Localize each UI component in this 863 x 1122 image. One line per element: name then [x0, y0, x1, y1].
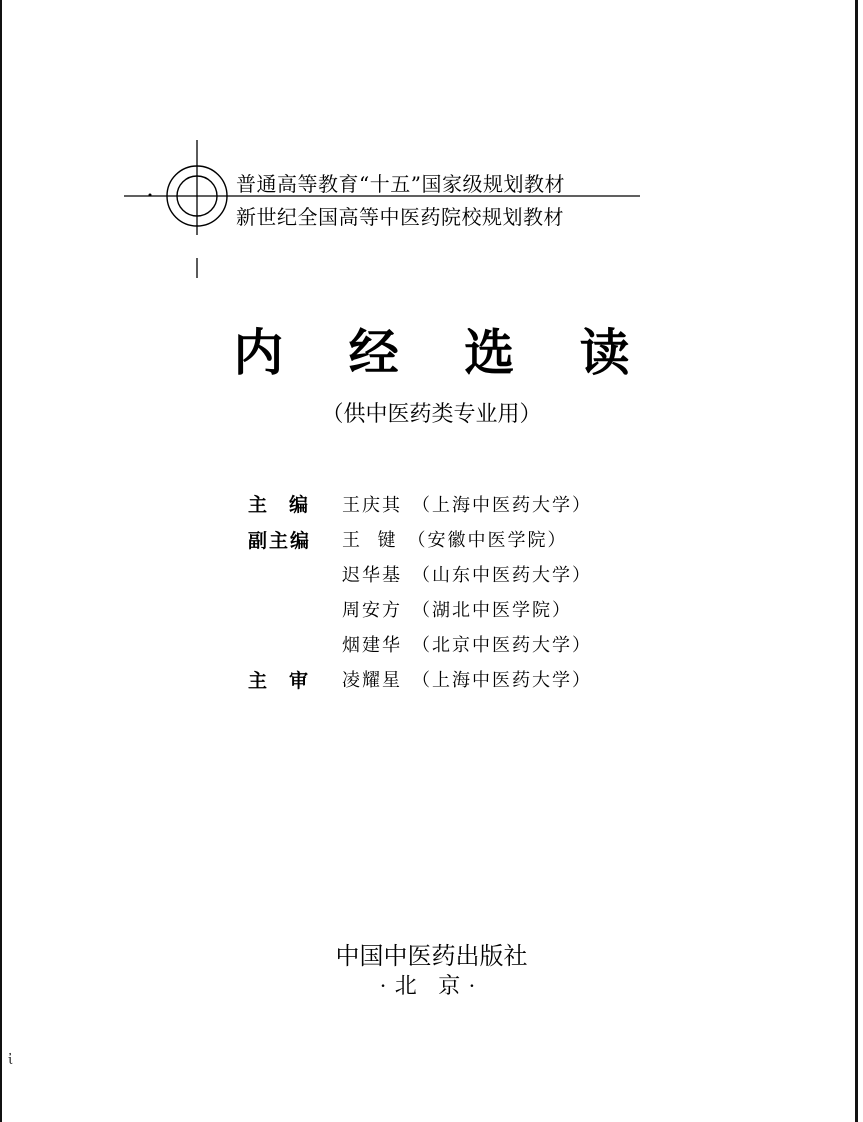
institution: （安徽中医学院）	[407, 530, 568, 551]
role-char-1: 主	[248, 494, 270, 516]
institution: （上海中医药大学）	[412, 495, 592, 516]
book-subtitle: （供中医药类专业用）	[321, 401, 542, 426]
book-title: 内 经 选 读	[233, 324, 654, 382]
deputy-editor-role: 副主编	[248, 530, 312, 552]
credit-line	[342, 596, 572, 622]
person-name: 迟华基	[342, 565, 402, 586]
role-char-1: 主	[248, 670, 270, 692]
publisher-city: ·北 京·	[379, 973, 484, 998]
institution: （湖北中医学院）	[412, 600, 572, 621]
person-name: 烟建华	[342, 635, 402, 656]
credit-line	[342, 526, 567, 552]
publisher-name: 中国中医药出版社	[335, 944, 528, 970]
role-char-2: 编	[289, 494, 311, 516]
credit-line	[342, 561, 592, 587]
person-name: 王 键	[342, 530, 398, 551]
role-char-2: 审	[289, 670, 311, 692]
credit-line	[342, 491, 592, 517]
chief-editor-role	[248, 490, 310, 517]
person-name: 周安方	[342, 600, 402, 621]
institution: （上海中医药大学）	[412, 670, 592, 691]
credit-line	[342, 666, 592, 692]
series-line-1: 普通高等教育“十五”国家级规划教材	[236, 172, 565, 196]
chief-reviewer-role	[248, 666, 310, 693]
institution: （北京中医药大学）	[412, 635, 592, 656]
institution: （山东中医药大学）	[412, 565, 592, 586]
person-name: 王庆其	[342, 495, 402, 516]
series-line-2: 新世纪全国高等中医药院校规划教材	[236, 205, 564, 229]
person-name: 凌耀星	[342, 670, 402, 691]
credit-line	[342, 631, 592, 657]
margin-mark: ἰ	[8, 1053, 14, 1068]
